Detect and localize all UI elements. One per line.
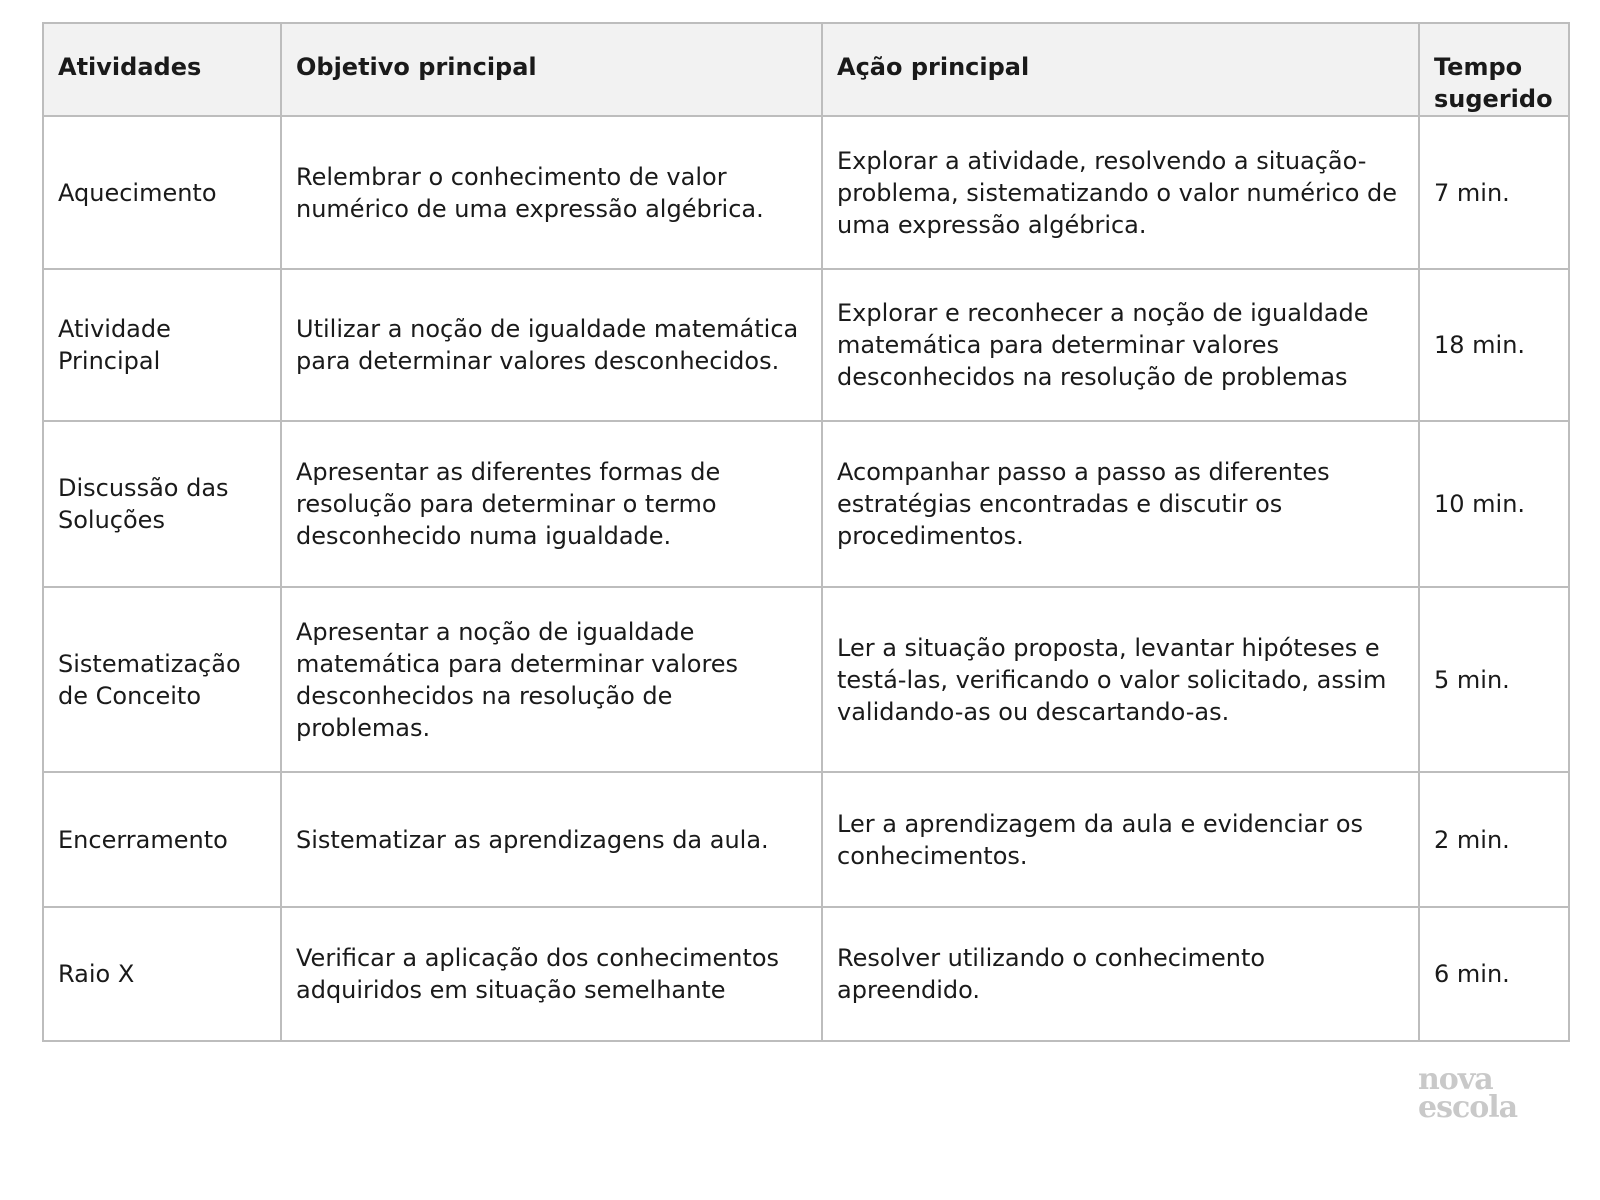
- table-row: [43, 269, 1569, 421]
- cell-acao: Explorar a atividade, resolvendo a situação-problema, sistematizando o valor numérico de uma expressão algébrica.: [822, 116, 1419, 269]
- cell-objetivo: Utilizar a noção de igualdade matemática para determinar valores desconhecidos.: [281, 269, 822, 421]
- cell-objetivo: Sistematizar as aprendizagens da aula.: [281, 772, 822, 907]
- table-row: [43, 421, 1569, 587]
- cell-acao: Ler a aprendizagem da aula e evidenciar os conhecimentos.: [822, 772, 1419, 907]
- cell-atividade: Sistematização de Conceito: [43, 587, 281, 772]
- cell-atividade: Discussão das Soluções: [43, 421, 281, 587]
- header-objetivo: Objetivo principal: [281, 23, 822, 116]
- cell-atividade: Raio X: [43, 907, 281, 1041]
- table-row: [43, 587, 1569, 772]
- cell-objetivo: Verificar a aplicação dos conhecimentos adquiridos em situação semelhante: [281, 907, 822, 1041]
- cell-objetivo: Relembrar o conhecimento de valor numérico de uma expressão algébrica.: [281, 116, 822, 269]
- header-atividades: Atividades: [43, 23, 281, 116]
- cell-tempo: 7 min.: [1419, 116, 1569, 269]
- lesson-plan-table: [42, 22, 1570, 1042]
- table-row: [43, 772, 1569, 907]
- cell-acao: Ler a situação proposta, levantar hipóteses e testá-las, verificando o valor solicitado, assim validando-as ou descartando-as.: [822, 587, 1419, 772]
- cell-atividade: Atividade Principal: [43, 269, 281, 421]
- cell-atividade: Encerramento: [43, 772, 281, 907]
- cell-tempo: 5 min.: [1419, 587, 1569, 772]
- cell-tempo: 6 min.: [1419, 907, 1569, 1041]
- cell-acao: Resolver utilizando o conhecimento apreendido.: [822, 907, 1419, 1041]
- table-header-row: [43, 23, 1569, 116]
- cell-tempo: 18 min.: [1419, 269, 1569, 421]
- cell-atividade: Aquecimento: [43, 116, 281, 269]
- cell-tempo: 2 min.: [1419, 772, 1569, 907]
- cell-acao: Explorar e reconhecer a noção de igualdade matemática para determinar valores desconhecidos na resolução de problemas: [822, 269, 1419, 421]
- cell-tempo: 10 min.: [1419, 421, 1569, 587]
- cell-acao: Acompanhar passo a passo as diferentes estratégias encontradas e discutir os procedimentos.: [822, 421, 1419, 587]
- table-row: [43, 116, 1569, 269]
- header-tempo: Tempo sugerido: [1419, 23, 1569, 116]
- nova-escola-logo: [1418, 1062, 1518, 1125]
- header-acao: Ação principal: [822, 23, 1419, 116]
- logo-line-nova: nova: [1418, 1062, 1493, 1097]
- logo-line-escola: escola: [1418, 1090, 1518, 1125]
- cell-objetivo: Apresentar as diferentes formas de resolução para determinar o termo desconhecido numa igualdade.: [281, 421, 822, 587]
- cell-objetivo: Apresentar a noção de igualdade matemática para determinar valores desconhecidos na resolução de problemas.: [281, 587, 822, 772]
- table-row: [43, 907, 1569, 1041]
